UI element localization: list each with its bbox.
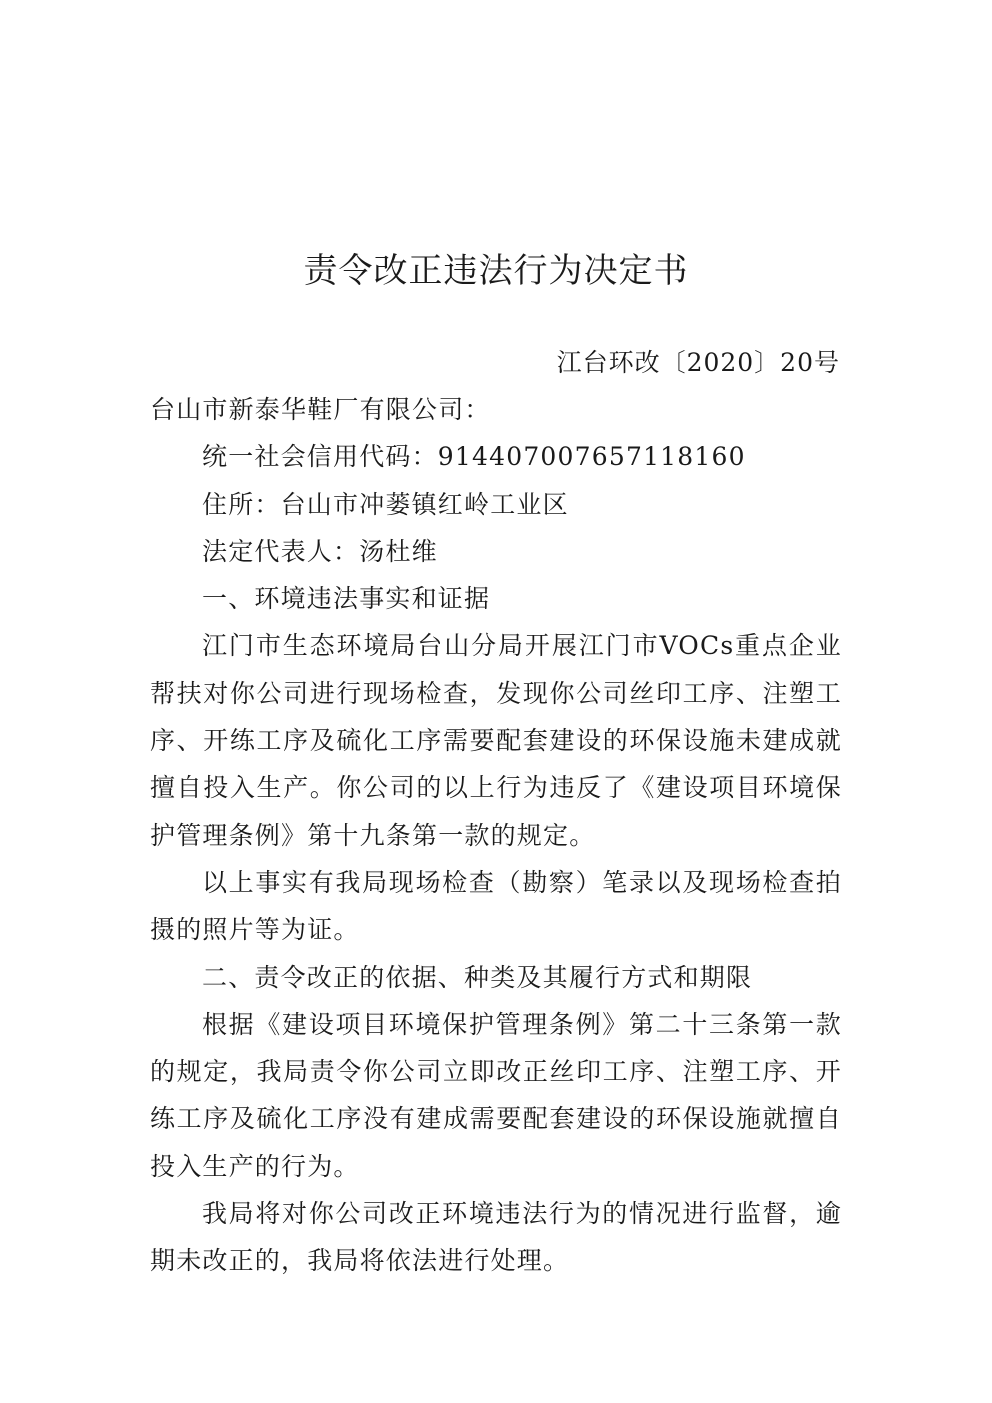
recipient: 台山市新泰华鞋厂有限公司： — [150, 395, 491, 424]
section-heading-correction: 二、责令改正的依据、种类及其履行方式和期限 — [202, 962, 753, 992]
address: 住所：台山市冲蒌镇红岭工业区 — [202, 489, 569, 519]
document-number: 江台环改〔2020〕20号 — [556, 348, 840, 377]
document-title: 责令改正违法行为决定书 — [303, 251, 689, 291]
paragraph-correction-basis: 根据《建设项目环境保护管理条例》第二十三条第一款的规定，我局责令你公司立即改正丝印工序、注塑工序、开练工序及硫化工序没有建成需要配套建设的环保设施就擅自投入生产的行为。 — [150, 1009, 842, 1181]
paragraph-supervision: 我局将对你公司改正环境违法行为的情况进行监督，逾期未改正的，我局将依法进行处理。 — [150, 1199, 842, 1276]
paragraph-facts: 江门市生态环境局台山分局开展江门市VOCs重点企业帮扶对你公司进行现场检查，发现你公司丝印工序、注塑工序、开练工序及硫化工序需要配套建设的环保设施未建成就擅自投入生产。你公司的以上行为违反了《建设项目环境保护管理条例》第十九条第一款的规定。 — [150, 631, 842, 850]
credit-code: 统一社会信用代码：914407007657118160 — [202, 442, 746, 472]
document-body — [150, 386, 842, 1285]
legal-representative: 法定代表人：汤杜维 — [202, 536, 438, 566]
section-heading-facts: 一、环境违法事实和证据 — [202, 584, 491, 614]
paragraph-evidence: 以上事实有我局现场检查（勘察）笔录以及现场检查拍摄的照片等为证。 — [150, 867, 842, 945]
